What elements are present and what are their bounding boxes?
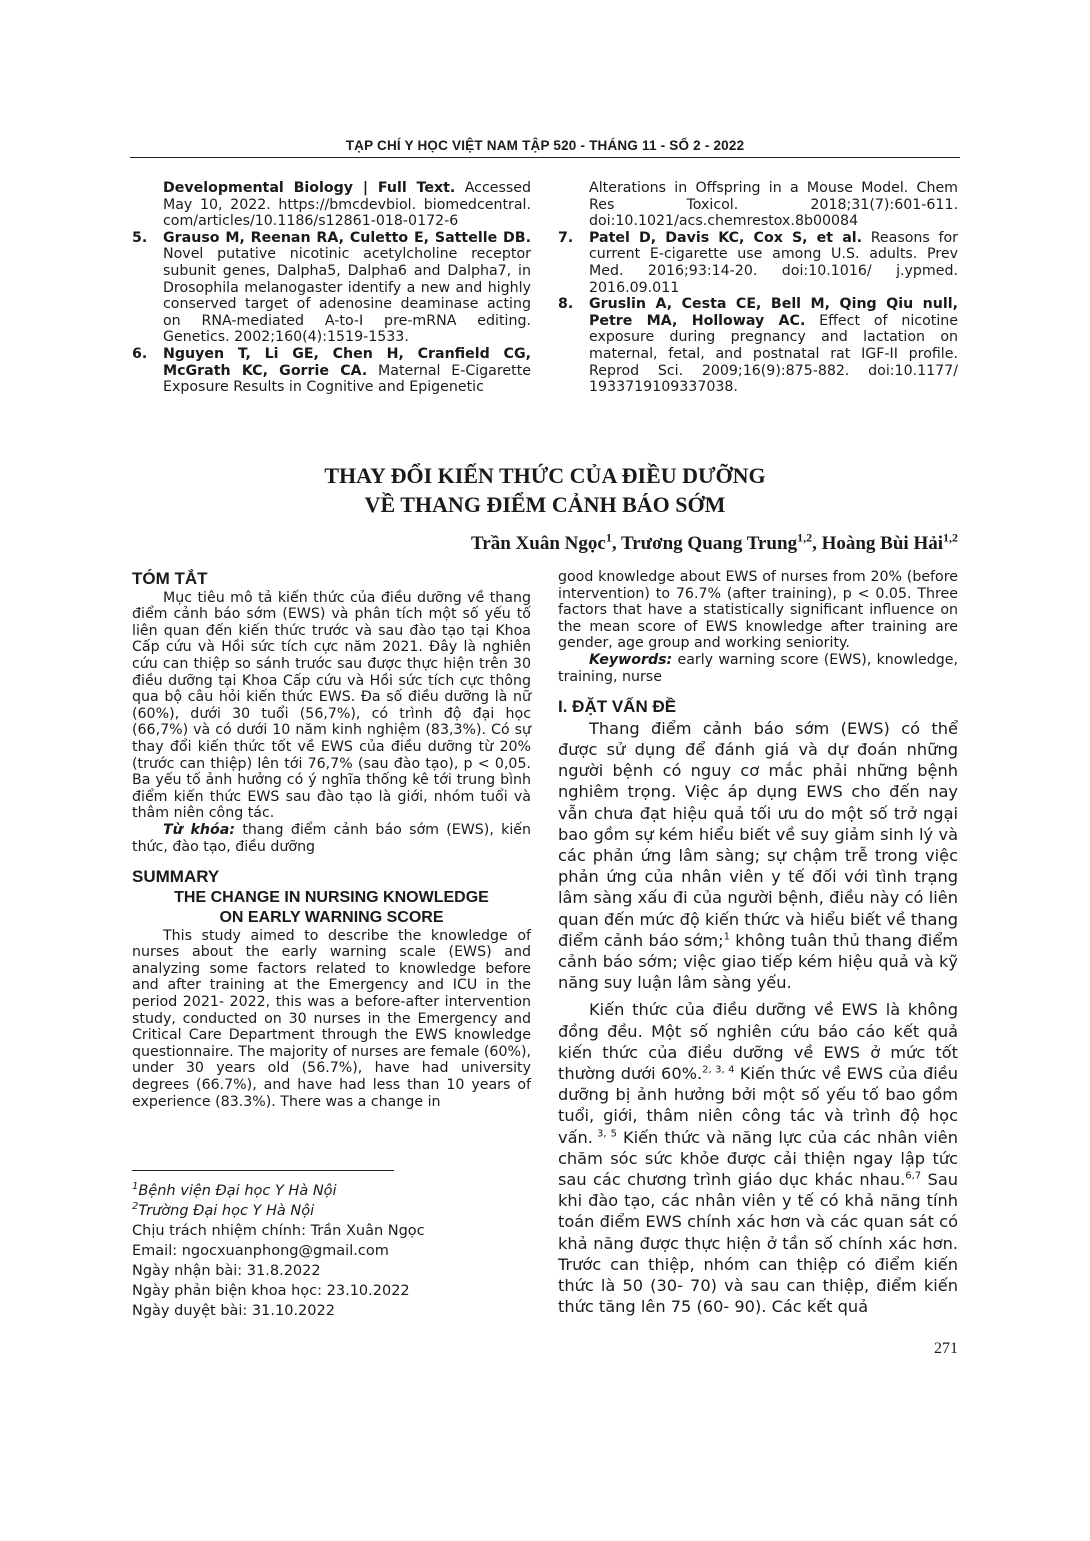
footnote-text: Bệnh viện Đại học Y Hà Nội xyxy=(138,1183,337,1199)
title-line-2: VỀ THANG ĐIỂM CẢNH BÁO SỚM xyxy=(364,492,726,517)
footnote-affil-2 xyxy=(132,1201,531,1221)
author-list xyxy=(300,530,958,555)
ref-text: Maternal E-Cigarette Exposure Results in Cognitive and Epigenetic xyxy=(163,362,531,396)
intro-p1-text: Thang điểm cảnh báo sớm (EWS) có thể được sử dụng để đánh giá và dự đoán những người bệnh có nguy cơ mắc phải những bệnh nghiêm trọng. Việc áp dụng EWS cho đến nay vẫn chưa đạt hiệu quả tối ưu do một số trở ngại bao gồm sự kém hiểu biết về suy giảm sinh lý và các phản ứng lâm sàng; sự chậm trễ trong việc phản ứng của nhân viên y tế đối với tình trạng lâm sàng xấu đi của người bệnh, điều này có liên quan đến mức độ kiến thức và hiểu biết về thang điểm cảnh báo sớm; xyxy=(558,718,958,950)
footnote-approved: Ngày duyệt bài: 31.10.2022 xyxy=(132,1303,335,1319)
citation: 6,7 xyxy=(905,1170,922,1182)
footnote-sup: 1 xyxy=(132,1181,139,1193)
references-left xyxy=(132,180,531,396)
summary-keywords xyxy=(558,652,958,685)
reference-6-continued: Alterations in Offspring in a Mouse Model. Chem Res Toxicol. 2018;31(7):601-611. doi:10.1021/acs.chemrestox.8b00084 xyxy=(589,180,958,230)
ref-number: 5. xyxy=(132,229,148,246)
intro-p2b: Kiến thức về EWS của điều dưỡng bị ảnh hưởng bởi một số yếu tố bao gồm tuổi, giới, thâm niên công tác và trình độ học vấn. xyxy=(558,1064,959,1147)
footnote-text: Trường Đại học Y Hà Nội xyxy=(138,1203,315,1219)
summary-heading: SUMMARY xyxy=(132,867,220,887)
reference-6 xyxy=(132,346,531,396)
abstract-column xyxy=(132,571,531,1110)
ref-authors: Grauso M, Reenan RA, Culetto E, Sattelle DB. xyxy=(163,229,531,246)
journal-header: TẠP CHÍ Y HỌC VIỆT NAM TẬP 520 - THÁNG 11 - SỐ 2 - 2022 xyxy=(345,138,745,153)
author-2: Trương Quang Trung xyxy=(620,533,798,554)
ref-number: 6. xyxy=(132,345,148,362)
author-3: Hoàng Bùi Hải xyxy=(821,533,943,554)
summary-title-line-1: THE CHANGE IN NURSING KNOWLEDGE xyxy=(174,888,489,906)
reference-4-continued xyxy=(132,180,531,230)
article-title xyxy=(130,461,960,519)
ref-text: Reasons for current E-cigarette use among U.S. adults. Prev Med. 2016;93:14-20. doi:10.1016/ j.ypmed. 2016.09.011 xyxy=(589,229,958,296)
author-1-affil: 1 xyxy=(605,530,612,545)
intro-p2c: Kiến thức và năng lực của các nhân viên chăm sóc sức khỏe được cải thiện ngay lập tức sau các chương trình giáo dục khác nhau. xyxy=(558,1127,958,1190)
summary-body: This study aimed to describe the knowledge of nurses about the early warning scale (EWS) and analyzing some factors related to knowledge before and after training at the Emergency and ICU in the period 2021- 2022, this was a before-after intervention study, conducted on 30 nurses in the Emergency and Critical Care Department through the EWS knowledge questionnaire. The majority of nurses are female (60%), under 30 years old (56.7%), have had university degrees (66.7%), and have had less than 10 years of experience (83.3%). There was a change in xyxy=(132,927,531,1110)
summary-body-continued: good knowledge about EWS of nurses from 20% (before intervention) to 76.7% (after training), p < 0.05. Three factors that have a statistically significant influence on the mean score of EWS knowledge after training are gender, age group and working seniority. xyxy=(558,569,958,652)
footnote-corresponding: Chịu trách nhiệm chính: Trần Xuân Ngọc xyxy=(132,1223,425,1239)
author-sep: , xyxy=(611,533,621,554)
ref-number: 8. xyxy=(558,296,574,313)
citation: 3, 5 xyxy=(592,1128,617,1140)
ref-cont-bold: Developmental Biology | Full Text. xyxy=(163,180,456,196)
intro-p1-end: không tuân thủ thang điểm cảnh báo sớm; việc giao tiếp kém hiệu quả và kỹ năng suy luận lâm sàng yếu. xyxy=(558,930,958,993)
reference-7 xyxy=(558,230,958,296)
tomtat-heading: TÓM TẮT xyxy=(132,569,208,588)
keywords-label: Keywords: xyxy=(589,651,673,668)
footnote-reviewed: Ngày phản biện khoa học: 23.10.2022 xyxy=(132,1283,410,1299)
ref-cont-text: Accessed May 10, 2022. https://bmcdevbiol. biomedcentral. com/articles/10.1186/s12861-018-0172-6 xyxy=(163,180,531,230)
intro-p2a: Kiến thức của điều dưỡng về EWS là không đồng đều. Một số nghiên cứu báo cáo kết quả kiến thức của điều dưỡng về EWS ở mức tốt thường dưới 60%. xyxy=(558,1000,958,1083)
reference-8 xyxy=(558,296,958,396)
summary-title-line-2: ON EARLY WARNING SCORE xyxy=(219,908,444,926)
ref-text: Novel putative nicotinic acetylcholine receptor subunit genes, Dalpha5, Dalpha6 and Dalpha7, in Drosophila melanogaster identify a new and highly conserved target of adenosine deaminase acting on RNA-mediated A-to-I pre-mRNA editing. Genetics. 2002;160(4):1519-1533. xyxy=(163,246,531,346)
title-line-1: THAY ĐỔI KIẾN THỨC CỦA ĐIỀU DƯỠNG xyxy=(324,463,766,488)
reference-5 xyxy=(132,230,531,346)
keywords-text: early warning score (EWS), knowledge, training, nurse xyxy=(558,651,958,685)
keywords-text: thang điểm cảnh báo sớm (EWS), kiến thức, đào tạo, điều dưỡng xyxy=(132,821,531,855)
tomtat-body: Mục tiêu mô tả kiến thức của điều dưỡng về thang điểm cảnh báo sớm (EWS) và phân tích một số yếu tố liên quan đến kiến thức trước và sau đào tạo tại Khoa Cấp cứu và Hồi sức tích cực năm 2021. Đây là nghiên cứu can thiệp so sánh trước sau được thực hiện trên 30 điều dưỡng tại Khoa Cấp cứu và Hồi sức tích cực thông qua bộ câu hỏi kiến thức EWS. Đa số điều dưỡng là nữ (60%), dưới 30 tuổi (56,7%), có trình độ đại học (66,7%) và có dưới 10 năm kinh nghiệm (83,3%). Có sự thay đổi kiến thức tốt về EWS của điều dưỡng từ 20% (trước can thiệp) lên tới 76,7% (sau đào tạo), p < 0,05. Ba yếu tố ảnh hưởng có ý nghĩa thống kê tới trung bình điểm kiến thức EWS sau đào tạo là giới, nhóm tuổi và thâm niên công tác. xyxy=(132,589,531,822)
references-right xyxy=(558,180,958,396)
ref-authors: Patel D, Davis KC, Cox S, et al. xyxy=(589,229,863,246)
intro-p2d: Sau khi đào tạo, các nhân viên y tế có khả năng tính toán điểm EWS chính xác hơn và các quan sát có khả năng được thực hiện ở tần số chính xác hơn. Trước can thiệp, nhóm can thiệp có điểm kiến thức là 50 (30- 70) và sau can thiệp, điểm kiến thức tăng lên 75 (60- 90). Các kết quả xyxy=(558,1170,958,1317)
footnote-received: Ngày nhận bài: 31.8.2022 xyxy=(132,1263,321,1279)
author-2-affil: 1,2 xyxy=(797,530,813,545)
keywords-label: Từ khóa: xyxy=(163,821,236,838)
citation: 2, 3, 4 xyxy=(702,1064,735,1076)
ref-number: 7. xyxy=(558,229,574,246)
footnote-email: Email: ngocxuanphong@gmail.com xyxy=(132,1243,389,1259)
footnote-rule xyxy=(132,1170,394,1171)
footnote-sup: 2 xyxy=(132,1201,139,1213)
tomtat-keywords xyxy=(132,822,531,855)
page-number: 271 xyxy=(934,1340,958,1357)
author-3-affil: 1,2 xyxy=(943,530,958,545)
author-1: Trần Xuân Ngọc xyxy=(471,533,606,554)
footnote-affil-1 xyxy=(132,1181,531,1201)
intro-paragraph-1 xyxy=(558,718,958,994)
ref-text: Effect of nicotine exposure during pregnancy and lactation on maternal, fetal, and postnatal rat IGF-II profile. Reprod Sci. 2009;16(9):875-882. doi:10.1177/ 1933719109337038. xyxy=(589,312,958,396)
intro-heading: I. ĐẶT VẤN ĐỀ xyxy=(558,697,677,717)
ref-authors: Nguyen T, Li GE, Chen H, Cranfield CG, McGrath KC, Gorrie CA. xyxy=(163,345,531,379)
intro-paragraph-2 xyxy=(558,999,958,1317)
citation: 1 xyxy=(723,931,730,943)
ref-authors: Gruslin A, Cesta CE, Bell M, Qing Qiu null, Petre MA, Holloway AC. xyxy=(589,296,958,329)
author-sep: , xyxy=(812,533,822,554)
header-rule xyxy=(130,157,960,158)
footnotes xyxy=(132,1181,531,1321)
body-column-right xyxy=(558,569,958,1317)
